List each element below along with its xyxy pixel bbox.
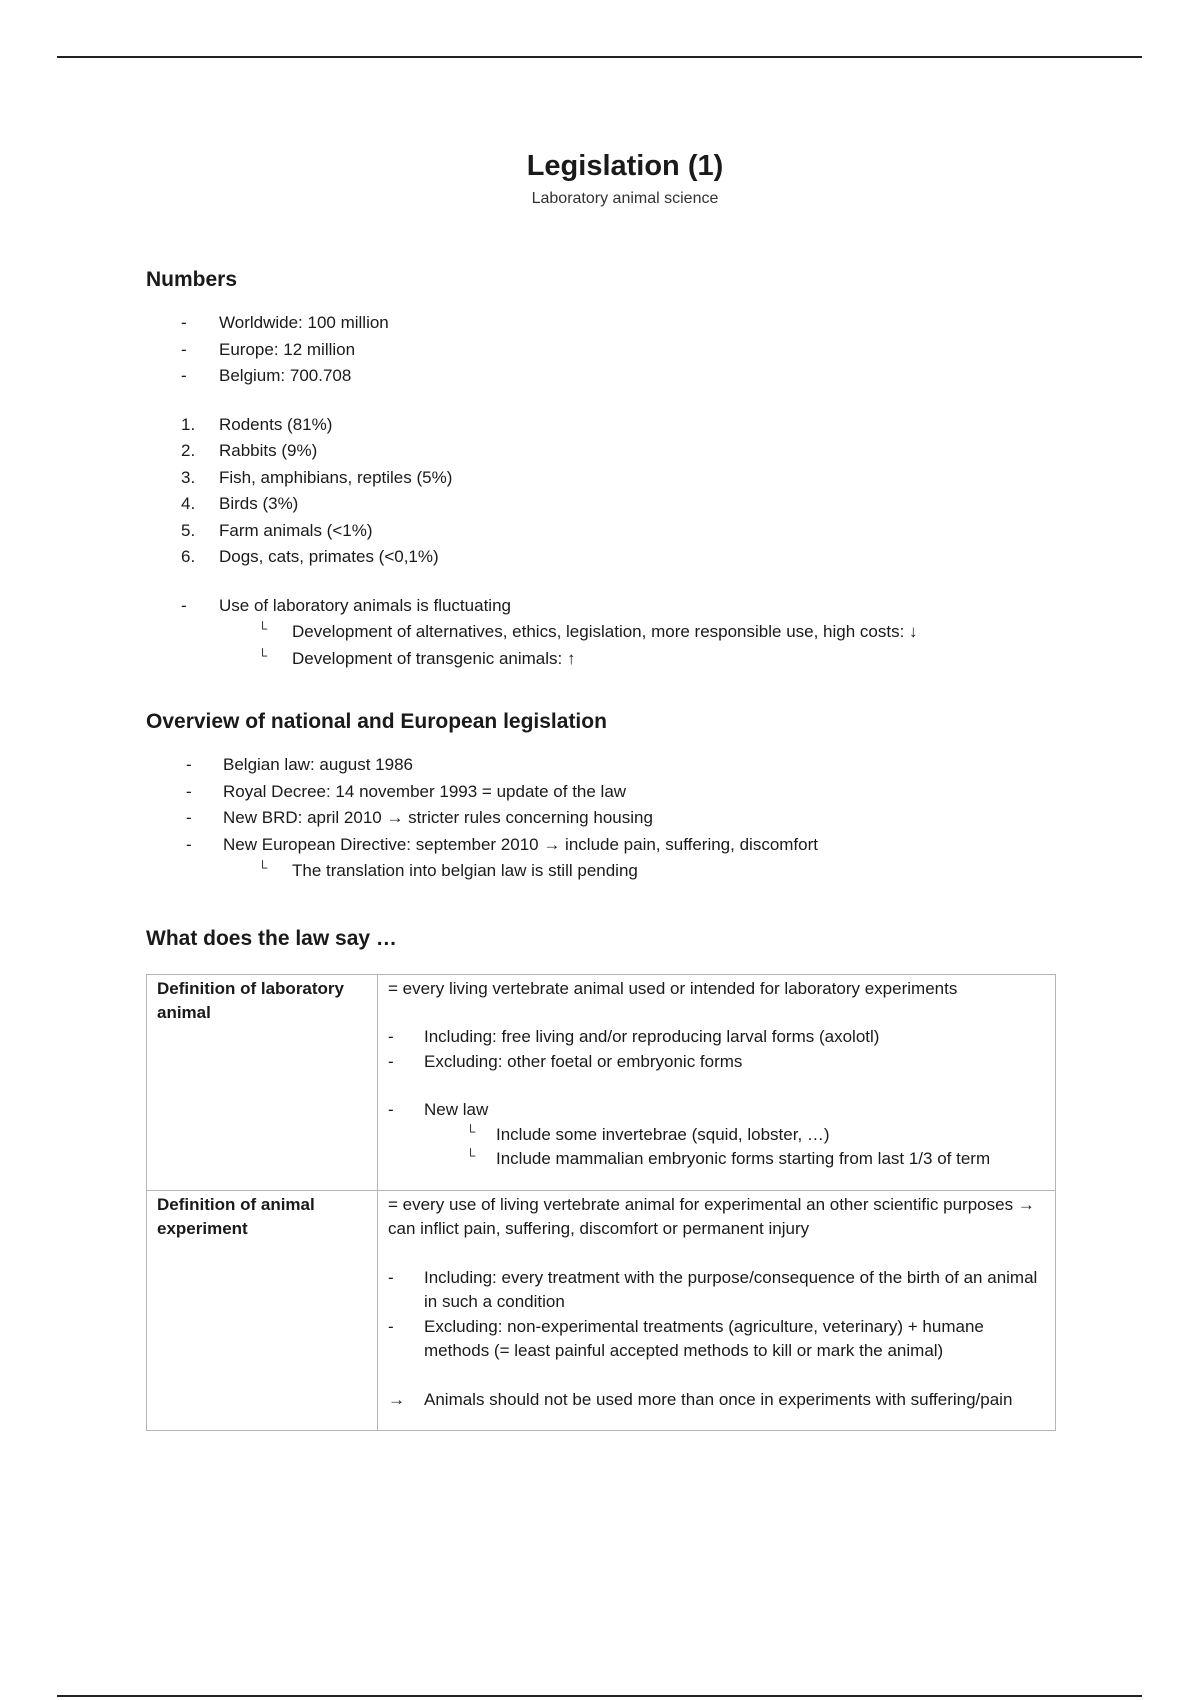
list-item: - New BRD: april 2010 → stricter rules concerning housing: [146, 805, 1066, 832]
term-cell: Definition of animal experiment: [147, 1190, 378, 1431]
dash-bullet: -: [388, 1100, 394, 1119]
list-item: → Animals should not be used more than once in experiments with suffering/pain: [388, 1388, 1045, 1413]
page-subtitle: Laboratory animal science: [531, 190, 719, 207]
note-list: [388, 1388, 1045, 1413]
list-item: - Excluding: non-experimental treatments (agriculture, veterinary) + humane methods (= least painful accepted methods to kill or mark the animal): [388, 1316, 984, 1360]
dash-bullet: -: [186, 781, 192, 801]
section-heading-law: What does the law say …: [146, 926, 397, 950]
right-arrow-icon: →: [388, 1389, 405, 1409]
term-cell: Definition of laboratory animal: [147, 974, 378, 1190]
dash-bullet: -: [181, 366, 187, 385]
definition-list: [388, 1025, 1045, 1074]
list-item: - Belgium: 700.708: [146, 363, 1066, 390]
corner-arrow-icon: └: [466, 1148, 476, 1163]
definition-cell: [378, 1190, 1056, 1431]
section-heading-numbers: Numbers: [146, 268, 238, 291]
list-item: 2. Rabbits (9%): [181, 441, 318, 460]
list-item: - Excluding: other foetal or embryonic forms: [388, 1050, 1045, 1075]
list-item: 4. Birds (3%): [181, 494, 299, 513]
overview-list: [146, 752, 1066, 858]
corner-arrow-icon: └: [466, 1123, 476, 1139]
sub-item: └ Include some invertebrae (squid, lobster, …): [388, 1123, 1045, 1148]
dash-bullet: -: [186, 808, 192, 827]
overview-sublist: [146, 858, 1066, 885]
dash-bullet: -: [181, 313, 187, 332]
list-item: 3. Fish, amphibians, reptiles (5%): [181, 467, 453, 487]
dash-bullet: -: [186, 755, 192, 774]
sub-item: └ Include mammalian embryonic forms starting from last 1/3 of term: [388, 1147, 1045, 1172]
definition-intro: = every living vertebrate animal used or intended for laboratory experiments: [388, 978, 958, 998]
dash-bullet: -: [388, 1027, 394, 1046]
list-item: - Worldwide: 100 million: [146, 310, 1066, 337]
header-rule: [57, 56, 1142, 58]
dash-bullet: -: [181, 339, 187, 359]
list-item: 1. Rodents (81%): [181, 414, 333, 434]
dash-bullet: -: [181, 595, 187, 615]
totals-list: [146, 310, 1066, 390]
list-item: - Belgian law: august 1986: [146, 752, 1066, 779]
definition-cell: [378, 974, 1056, 1190]
dash-bullet: -: [388, 1267, 394, 1287]
list-item: - Royal Decree: 14 november 1993 = update of the law: [146, 779, 1066, 806]
trend-sublist: [146, 619, 1066, 672]
footer-rule: [57, 1695, 1142, 1697]
page-title: Legislation (1): [526, 150, 724, 182]
sub-item: └ Development of alternatives, ethics, legislation, more responsible use, high costs: ↓: [146, 619, 1066, 646]
ranking-list: [146, 412, 1066, 571]
list-item: - New law: [388, 1098, 1045, 1123]
definitions-table: [146, 974, 1056, 1432]
list-item: - Including: free living and/or reproducing larval forms (axolotl): [388, 1025, 1045, 1050]
section-heading-overview: Overview of national and European legislation: [146, 710, 607, 733]
list-item: - Use of laboratory animals is fluctuating: [146, 593, 1066, 620]
sub-item: └ Development of transgenic animals: ↑: [146, 646, 1066, 673]
table-row: [147, 974, 1056, 1190]
list-item: 6. Dogs, cats, primates (<0,1%): [181, 547, 439, 566]
list-item: - New European Directive: september 2010 → include pain, suffering, discomfort: [146, 832, 1066, 859]
dash-bullet: -: [388, 1051, 394, 1071]
list-item: - Including: every treatment with the purpose/consequence of the birth of an animal in such a condition: [388, 1267, 1038, 1311]
corner-arrow-icon: └: [258, 860, 268, 875]
document-body: [146, 146, 1066, 1431]
dash-bullet: -: [186, 834, 192, 854]
new-law-sublist: [388, 1123, 1045, 1172]
list-item: - Europe: 12 million: [146, 337, 1066, 364]
definition-list: [388, 1266, 1045, 1364]
corner-arrow-icon: └: [258, 621, 268, 636]
dash-bullet: -: [388, 1316, 394, 1336]
table-row: [147, 1190, 1056, 1431]
sub-item: └ The translation into belgian law is still pending: [146, 858, 1066, 885]
definition-intro: = every use of living vertebrate animal for experimental an other scientific purposes → can inflict pain, suffering, discomfort or permanent injury: [388, 1194, 1035, 1238]
list-item: 5. Farm animals (<1%): [181, 520, 373, 540]
corner-arrow-icon: └: [258, 647, 268, 663]
